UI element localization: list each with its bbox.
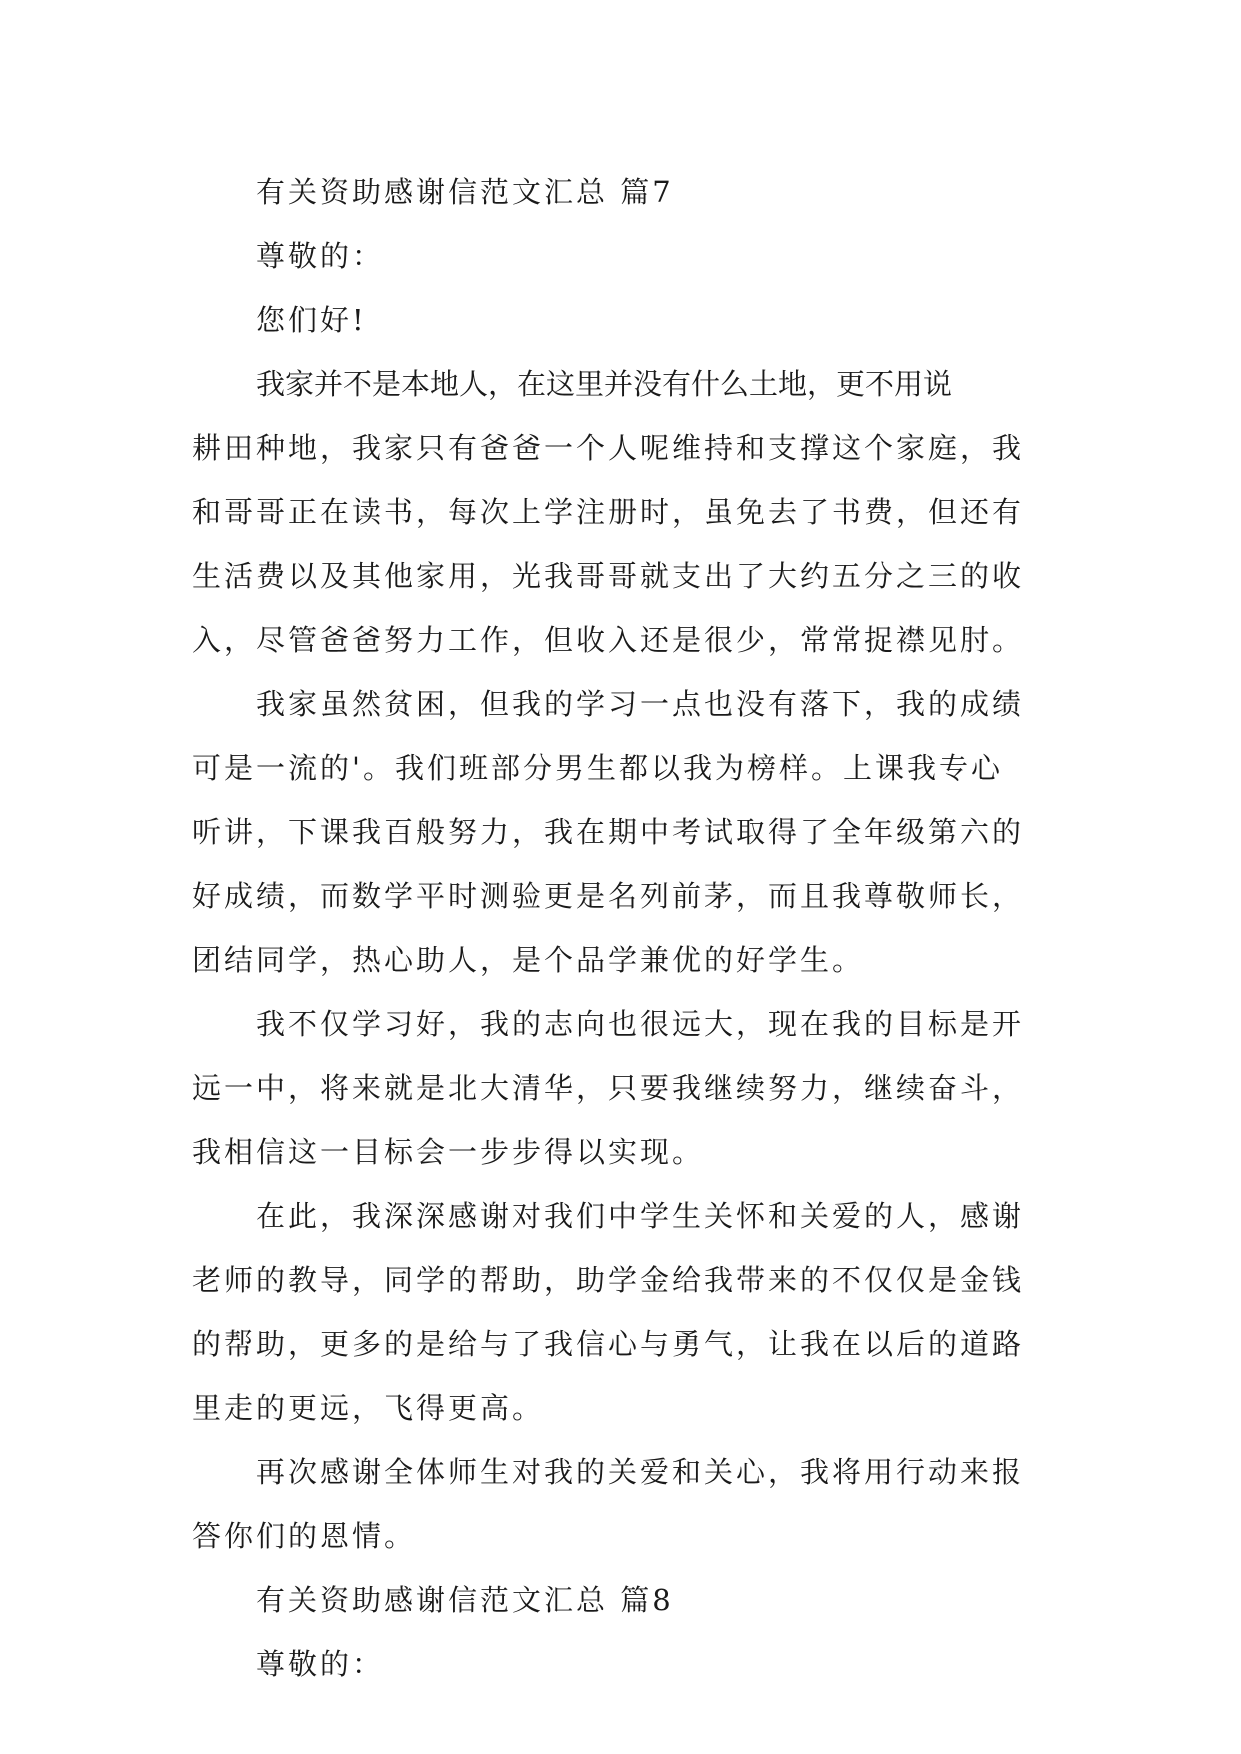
- paragraph-line: 生活费以及其他家用，光我哥哥就支出了大约五分之三的收: [192, 559, 1025, 593]
- paragraph-line: 听讲，下课我百般努力，我在期中考试取得了全年级第六的: [192, 815, 1025, 849]
- paragraph-line: 好成绩，而数学平时测验更是名列前茅，而且我尊敬师长，: [192, 879, 1025, 913]
- paragraph-line: [192, 352, 1052, 416]
- paragraph-line: 答你们的恩情。: [192, 1519, 417, 1553]
- document-body: [192, 160, 1052, 1696]
- paragraph-line: 耕田种地，我家只有爸爸一个人呢维持和支撑这个家庭，我: [192, 431, 1025, 465]
- salutation: 尊敬的：: [256, 1647, 385, 1681]
- section-heading: 有关资助感谢信范文汇总 篇8: [256, 1583, 674, 1617]
- paragraph-line: 远一中，将来就是北大清华，只要我继续努力，继续奋斗，: [192, 1071, 1025, 1105]
- paragraph-line: 团结同学，热心助人，是个品学兼优的好学生。: [192, 943, 865, 977]
- paragraph-line: 入，尽管爸爸努力工作，但收入还是很少，常常捉襟见肘。: [192, 623, 1025, 657]
- paragraph-line: 里走的更远，飞得更高。: [192, 1391, 545, 1425]
- paragraph-line: 可是一流的'。我们班部分男生都以我为榜样。上课我专心: [192, 751, 1003, 785]
- paragraph-line: 我不仅学习好，我的志向也很远大，现在我的目标是开: [256, 1007, 1025, 1041]
- salutation: 尊敬的：: [256, 239, 385, 273]
- paragraph-line: 再次感谢全体师生对我的关爱和关心，我将用行动来报: [256, 1455, 1025, 1489]
- paragraph-line: 我相信这一目标会一步步得以实现。: [192, 1135, 705, 1169]
- paragraph-line: 的帮助，更多的是给与了我信心与勇气，让我在以后的道路: [192, 1327, 1025, 1361]
- paragraph-line: 我家虽然贫困，但我的学习一点也没有落下，我的成绩: [256, 687, 1025, 721]
- paragraph-line: 和哥哥正在读书，每次上学注册时，虽免去了书费，但还有: [192, 495, 1025, 529]
- section-heading: 有关资助感谢信范文汇总 篇7: [256, 175, 674, 209]
- greeting: 您们好!: [256, 303, 367, 337]
- paragraph-line-text: 我家并不是本地人，在这里并没有什么土地，更不用说: [256, 367, 953, 401]
- paragraph-line: 在此，我深深感谢对我们中学生关怀和关爱的人，感谢: [256, 1199, 1025, 1233]
- paragraph-line: 老师的教导，同学的帮助，助学金给我带来的不仅仅是金钱: [192, 1263, 1025, 1297]
